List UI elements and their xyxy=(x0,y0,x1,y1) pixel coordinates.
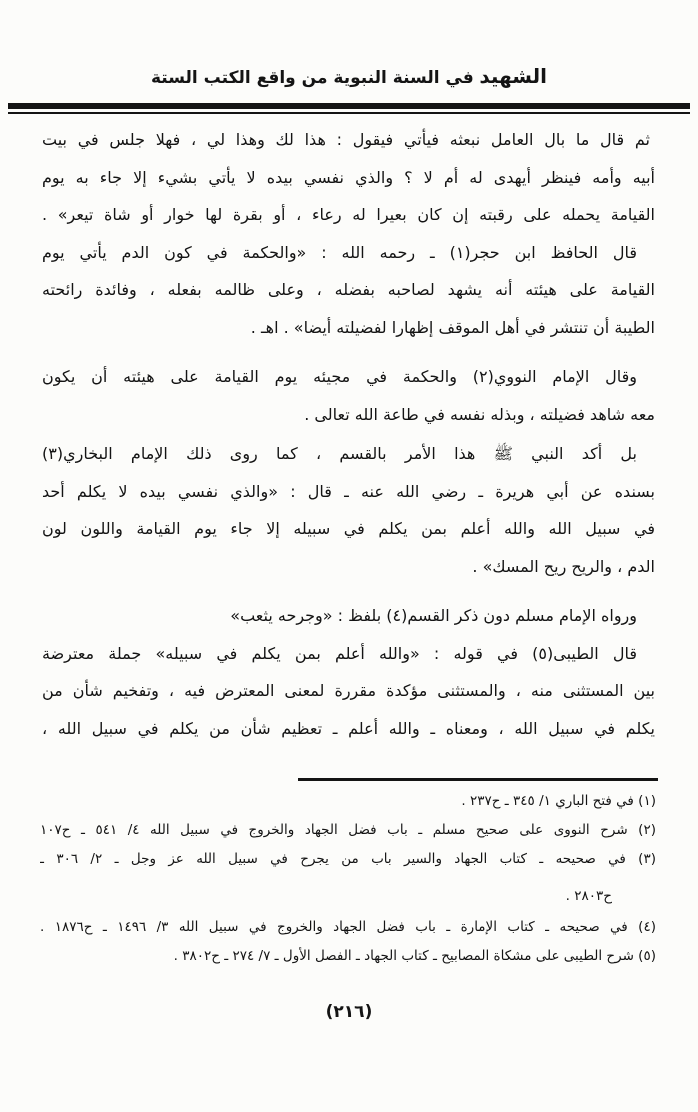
footnote-line: (٤) في صحيحه ـ كتاب الإمارة ـ باب فضل الجهاد والخروج في سبيل الله ٣/ ١٤٩٦ ـ ح١٨٧٦ . xyxy=(40,919,656,935)
text-line: بين المستثنى منه ، والمستثنى مؤكدة مقررة لمعنى المعترض فيه ، وتفخيم شأن من xyxy=(42,681,655,700)
text-line: القيامة يحمله على رقبته إن كان بعيرا له رعاء ، أو بقرة لها خوار أو شاة تيعر» . xyxy=(42,205,655,224)
text-line: ثم قال ما بال العامل نبعثه فيأتي فيقول : هذا لك وهذا لي ، فهلا جلس في بيت xyxy=(42,130,650,149)
text-line: قال الحافظ ابن حجر(١) ـ رحمه الله : «والحكمة في كون الدم يأتي يوم xyxy=(42,242,637,262)
text-line: القيامة على هيئته أنه يشهد لصاحبه بفضله ، وعلى ظالمه بفعله ، وفائدة رائحته xyxy=(42,280,655,299)
text-line: ورواه الإمام مسلم دون ذكر القسم(٤) بلفظ : «وجرحه يثعب» xyxy=(230,606,637,625)
text-line: بسنده عن أبي هريرة ـ رضي الله عنه ـ قال : «والذي نفسي بيده لا يكلم أحد xyxy=(42,481,655,501)
body-text xyxy=(42,121,655,747)
book-title-emphasis: الشهيد xyxy=(479,64,547,88)
footnotes xyxy=(40,787,656,971)
page-number: (٢١٦) xyxy=(325,1002,373,1022)
header-rule-thin xyxy=(8,112,690,114)
text-line: قال الطيبى(٥) في قوله : «والله أعلم بمن يكلم في سبيله» جملة معترضة xyxy=(42,643,637,663)
text-line: أبيه وأمه فينظر أيهدى له أم لا ؟ والذي نفسي بيده لا يأتي بشيء إلا جاء به يوم xyxy=(42,167,655,187)
text-line: بل أكد النبي ﷺ هذا الأمر بالقسم ، كما روى ذلك الإمام البخاري(٣) xyxy=(42,444,637,463)
paragraph xyxy=(42,635,655,748)
paragraph xyxy=(42,435,655,585)
text-line: وقال الإمام النووي(٢) والحكمة في مجيئه يوم القيامة على هيئته أن يكون xyxy=(42,367,638,386)
book-title-rest: في السنة النبوية من واقع الكتب الستة xyxy=(150,68,474,88)
paragraph xyxy=(42,597,655,635)
text-line: معه شاهد فضيلته ، وبذله نفسه في طاعة الله تعالى . xyxy=(304,404,655,424)
header-rule-thick xyxy=(8,103,690,109)
footnote-line: (٥) شرح الطيبى على مشكاة المصابيح ـ كتاب الجهاد ـ الفصل الأول ـ ٧/ ٢٧٤ ـ ح٣٨٠٢ . xyxy=(173,948,656,964)
footnote-line: (٢) شرح النووى على صحيح مسلم ـ باب فضل الجهاد والخروج في سبيل الله ٤/ ٥٤١ ـ ح١٠٧ xyxy=(40,822,656,838)
text-line: في سبيل الله والله أعلم بمن يكلم في سبيله إلا جاء يوم القيامة واللون لون xyxy=(42,519,655,538)
footnote-line: (٣) في صحيحه ـ كتاب الجهاد والسير باب من يجرح في سبيل الله عز وجل ـ ٢/ ٣٠٦ ـ xyxy=(40,851,656,867)
footnote-line: (١) في فتح الباري ١/ ٣٤٥ ـ ح٢٣٧ . xyxy=(461,793,656,809)
paragraph xyxy=(42,121,655,234)
page-title xyxy=(0,64,698,88)
text-line: الطيبة أن تنتشر في أهل الموقف إظهارا لفضيلته أيضا» . اهـ . xyxy=(250,317,655,337)
footnote-separator xyxy=(298,778,658,781)
footnote-line-continuation: ح٢٨٠٣ . xyxy=(565,888,612,904)
text-line: الدم ، والريح ريح المسك» . xyxy=(472,556,655,576)
paragraph xyxy=(42,234,655,347)
paragraph xyxy=(42,358,655,433)
text-line: يكلم في سبيل الله ، ومعناه ـ والله أعلم ـ تعظيم شأن من يكلم في سبيل الله ، xyxy=(42,718,655,738)
